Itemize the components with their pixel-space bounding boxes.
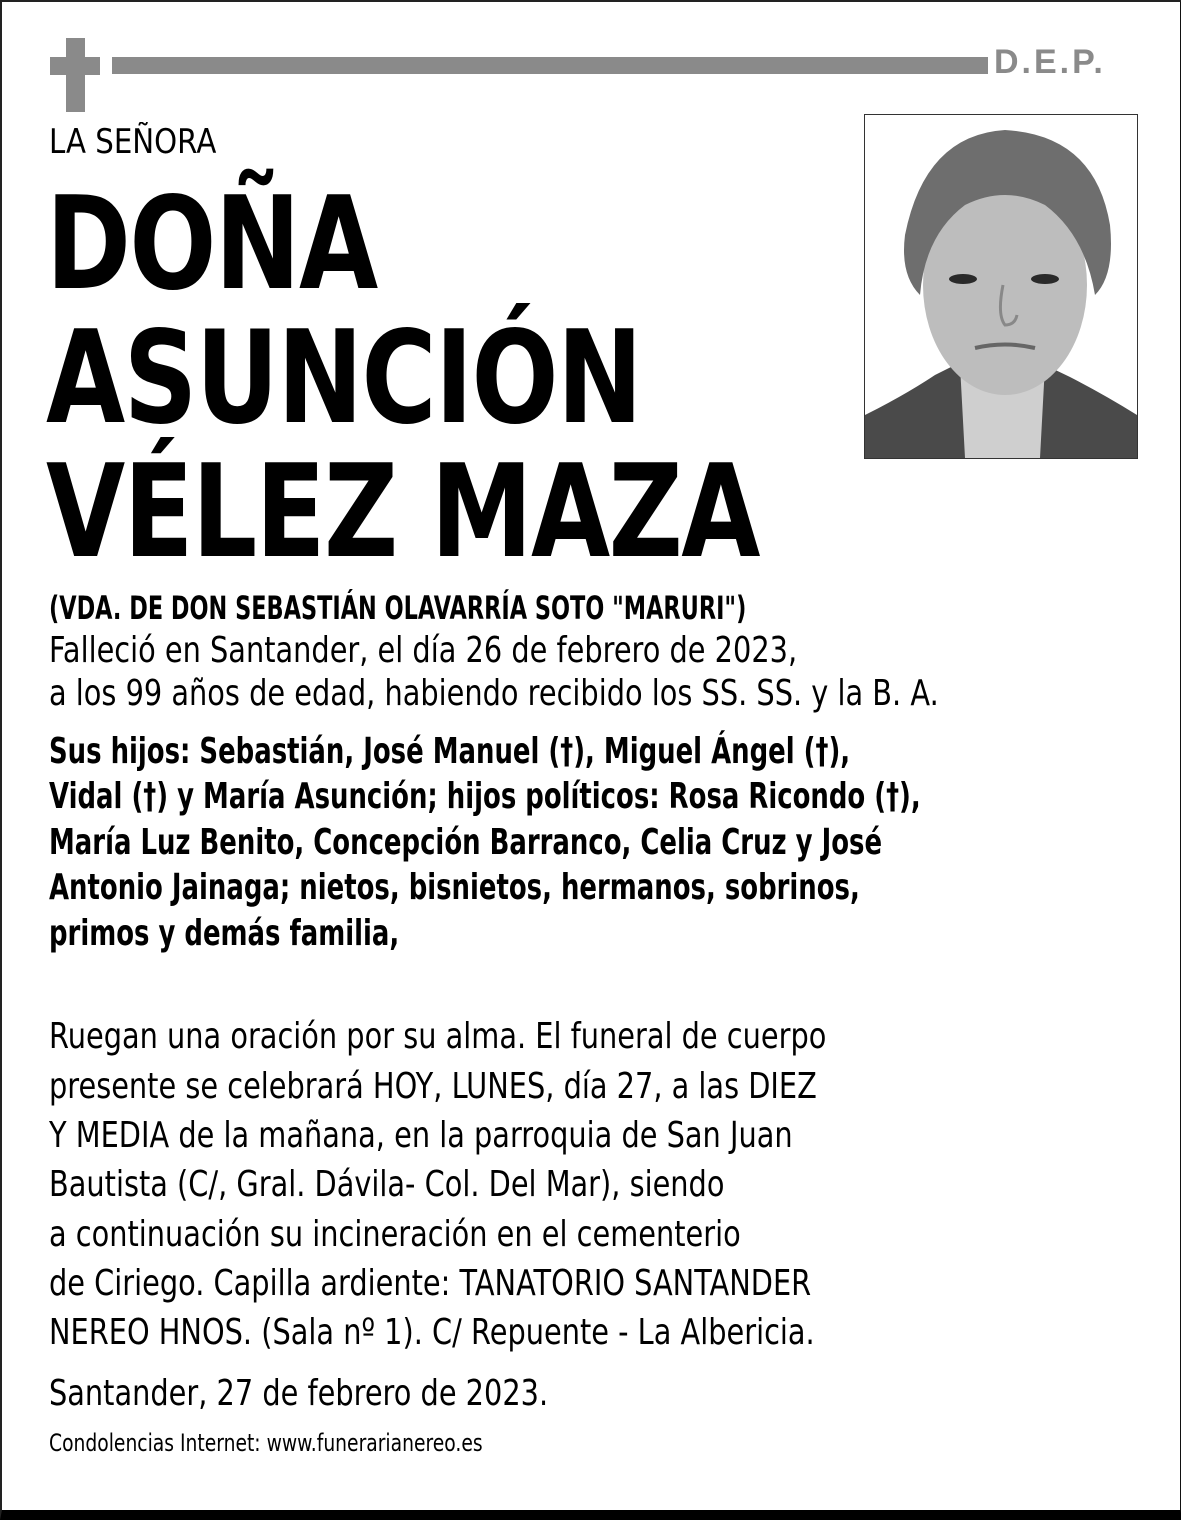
header-rule (112, 57, 988, 74)
widow-of-line: (VDA. DE DON SEBASTIÁN OLAVARRÍA SOTO "MARURI") (49, 589, 747, 627)
funeral-line-5: a continuación su incineración en el cementerio (49, 1214, 741, 1255)
cross-icon (66, 38, 85, 112)
funeral-line-6: de Ciriego. Capilla ardiente: TANATORIO SANTANDER (49, 1263, 812, 1304)
family-line-1: Sus hijos: Sebastián, José Manuel (†), Miguel Ángel (†), (49, 731, 851, 772)
family-line-4: Antonio Jainaga; nietos, bisnietos, hermanos, sobrinos, (49, 867, 860, 908)
family-line-3: María Luz Benito, Concepción Barranco, Celia Cruz y José (49, 822, 883, 863)
title-prefix: LA SEÑORA (49, 122, 217, 162)
place-date: Santander, 27 de febrero de 2023. (49, 1373, 549, 1414)
death-notice-line-1: Falleció en Santander, el día 26 de febrero de 2023, (49, 630, 798, 671)
portrait-photo (864, 114, 1138, 459)
portrait-icon (865, 115, 1137, 458)
condolences-line: Condolencias Internet: www.funerarianereo.es (49, 1429, 483, 1457)
family-line-5: primos y demás familia, (49, 913, 400, 954)
dep-label: D.E.P. (994, 43, 1106, 81)
name-line-2: ASUNCIÓN (46, 304, 642, 453)
funeral-line-2: presente se celebrará HOY, LUNES, día 27, a las DIEZ (49, 1066, 817, 1107)
family-line-2: Vidal (†) y María Asunción; hijos políticos: Rosa Ricondo (†), (49, 776, 921, 817)
funeral-line-7: NEREO HNOS. (Sala nº 1). C/ Repuente - La Albericia. (49, 1312, 815, 1353)
name-line-1: DOÑA (46, 170, 377, 319)
name-line-3: VÉLEZ MAZA (46, 438, 759, 587)
funeral-line-4: Bautista (C/, Gral. Dávila- Col. Del Mar), siendo (49, 1164, 725, 1205)
funeral-line-3: Y MEDIA de la mañana, en la parroquia de San Juan (49, 1115, 793, 1156)
death-notice-line-2: a los 99 años de edad, habiendo recibido los SS. SS. y la B. A. (49, 673, 939, 714)
cross-icon-arm (50, 57, 100, 75)
funeral-line-1: Ruegan una oración por su alma. El funeral de cuerpo (49, 1016, 827, 1057)
